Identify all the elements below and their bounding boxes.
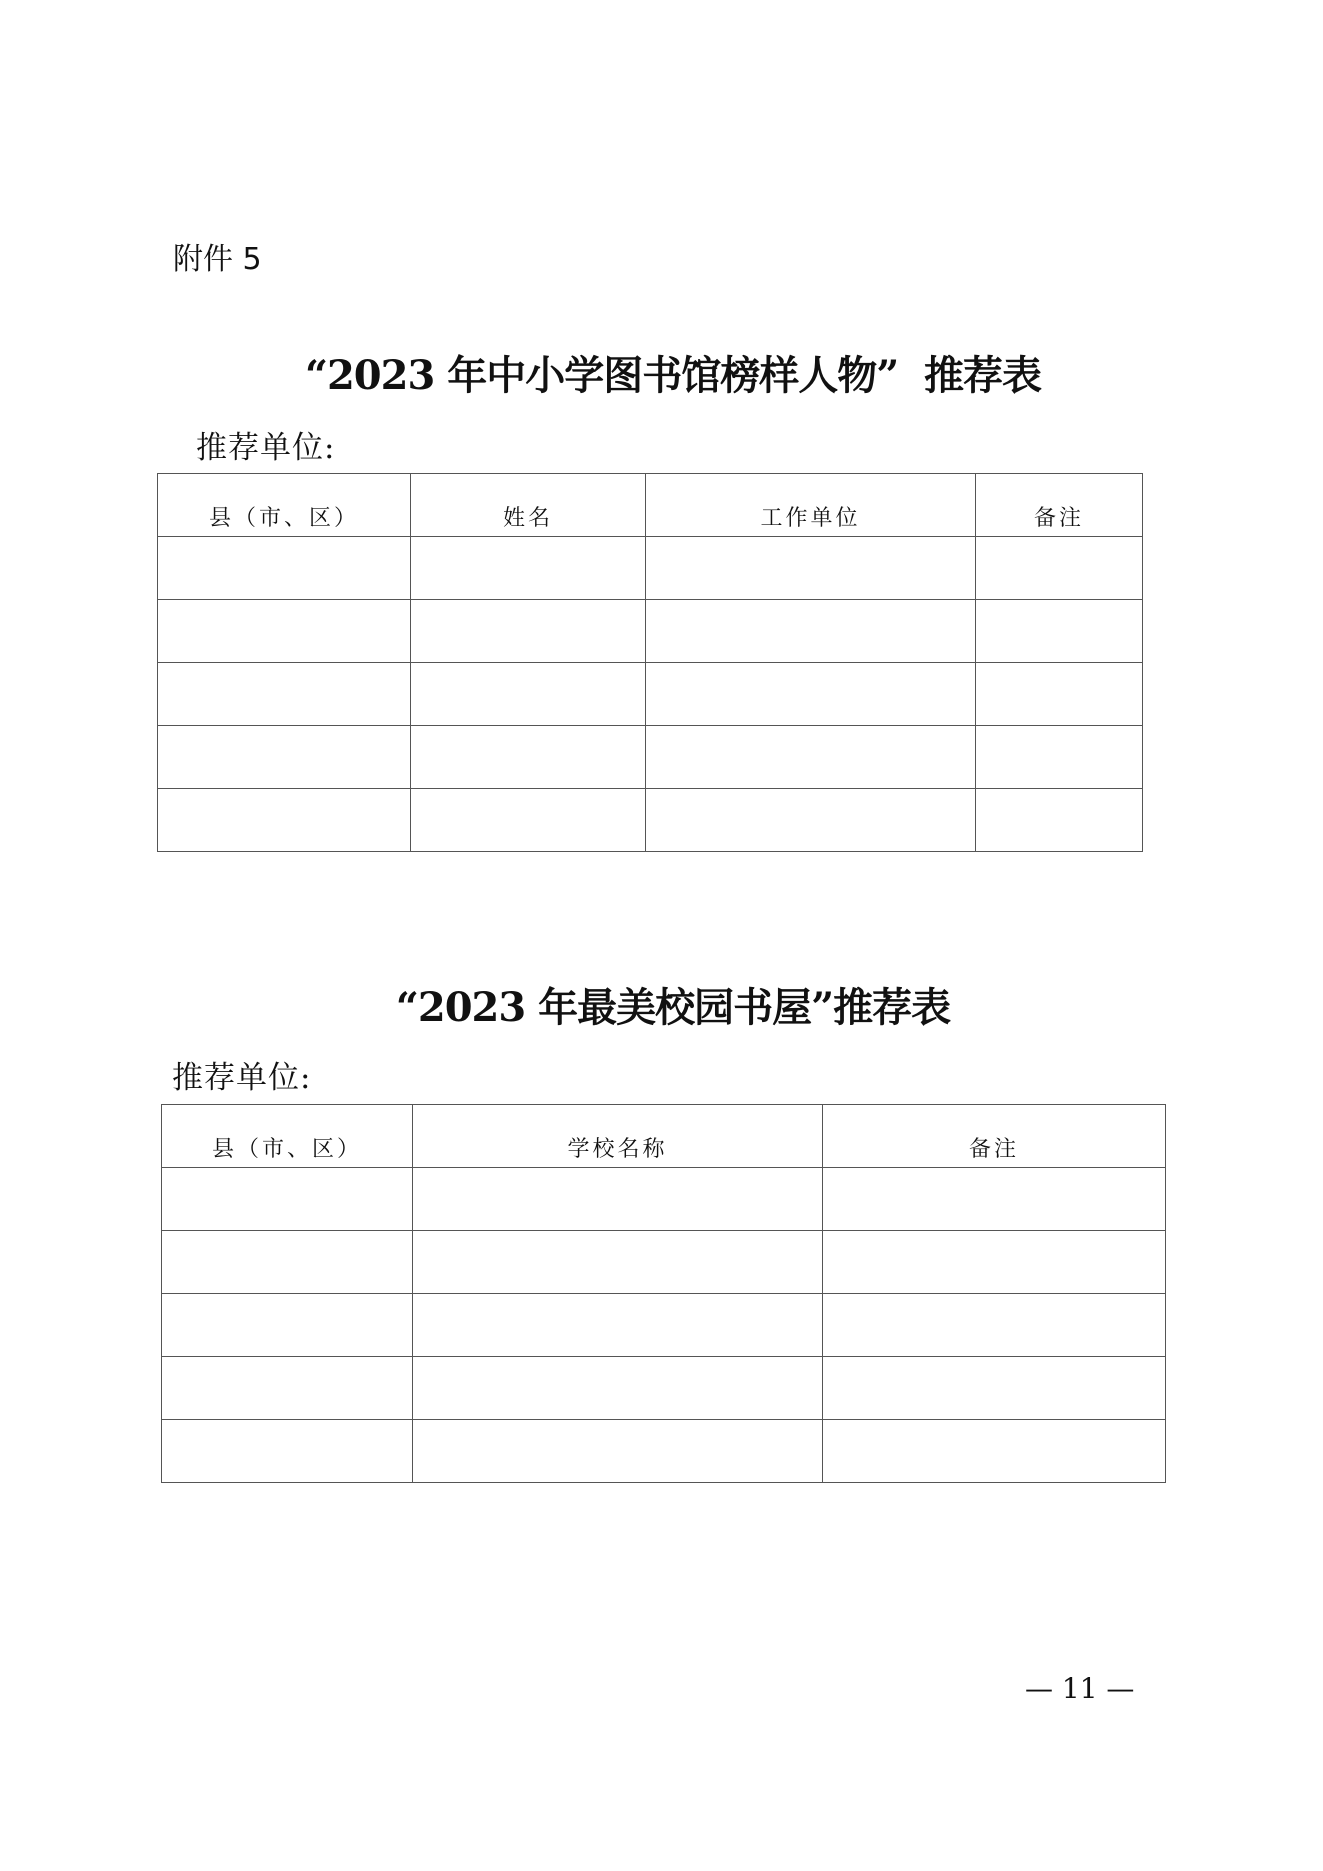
cell-county[interactable] (162, 1294, 413, 1357)
recommending-unit-label: 推荐单位: (172, 1060, 312, 1096)
cell-county[interactable] (158, 600, 411, 663)
table-row (162, 1357, 1166, 1420)
cell-county[interactable] (158, 789, 411, 852)
cell-work-unit[interactable] (646, 600, 976, 663)
cell-county[interactable] (158, 663, 411, 726)
cell-remarks[interactable] (976, 600, 1143, 663)
cell-county[interactable] (162, 1168, 413, 1231)
column-header-remarks: 备注 (823, 1105, 1166, 1168)
cell-work-unit[interactable] (646, 726, 976, 789)
cell-remarks[interactable] (976, 726, 1143, 789)
table-row (158, 789, 1143, 852)
cell-name[interactable] (411, 600, 646, 663)
cell-school-name[interactable] (413, 1168, 823, 1231)
table-row (162, 1168, 1166, 1231)
cell-work-unit[interactable] (646, 537, 976, 600)
cell-remarks[interactable] (976, 663, 1143, 726)
recommending-unit-label: 推荐单位: (196, 430, 336, 466)
table-row (158, 600, 1143, 663)
table-row (162, 1294, 1166, 1357)
cell-remarks[interactable] (823, 1420, 1166, 1483)
cell-name[interactable] (411, 726, 646, 789)
cell-remarks[interactable] (976, 537, 1143, 600)
cell-work-unit[interactable] (646, 789, 976, 852)
cell-county[interactable] (162, 1357, 413, 1420)
column-header-work-unit: 工作单位 (646, 474, 976, 537)
cell-remarks[interactable] (823, 1231, 1166, 1294)
page-number: — 11 — (1025, 1672, 1135, 1705)
table-header-row (158, 474, 1143, 537)
cell-county[interactable] (158, 537, 411, 600)
column-header-name: 姓名 (411, 474, 646, 537)
column-header-county: 县（市、区） (158, 474, 411, 537)
table-header-row (162, 1105, 1166, 1168)
cell-name[interactable] (411, 789, 646, 852)
cell-school-name[interactable] (413, 1294, 823, 1357)
column-header-remarks: 备注 (976, 474, 1143, 537)
cell-remarks[interactable] (976, 789, 1143, 852)
table-row (162, 1420, 1166, 1483)
cell-remarks[interactable] (823, 1294, 1166, 1357)
role-models-recommendation-table (157, 473, 1143, 852)
cell-remarks[interactable] (823, 1168, 1166, 1231)
campus-bookhouse-recommendation-table (161, 1104, 1166, 1483)
cell-county[interactable] (158, 726, 411, 789)
cell-county[interactable] (162, 1231, 413, 1294)
cell-school-name[interactable] (413, 1420, 823, 1483)
cell-county[interactable] (162, 1420, 413, 1483)
table-row (158, 537, 1143, 600)
table-row (158, 663, 1143, 726)
table-row (162, 1231, 1166, 1294)
cell-work-unit[interactable] (646, 663, 976, 726)
cell-name[interactable] (411, 663, 646, 726)
form-title-campus-bookhouse: “2023 年最美校园书屋”推荐表 (395, 984, 951, 1031)
cell-school-name[interactable] (413, 1357, 823, 1420)
cell-school-name[interactable] (413, 1231, 823, 1294)
attachment-label: 附件 5 (173, 242, 262, 277)
form-title-library-role-models: “2023 年中小学图书馆榜样人物” 推荐表 (304, 352, 1042, 399)
column-header-county: 县（市、区） (162, 1105, 413, 1168)
cell-remarks[interactable] (823, 1357, 1166, 1420)
column-header-school-name: 学校名称 (413, 1105, 823, 1168)
cell-name[interactable] (411, 537, 646, 600)
table-row (158, 726, 1143, 789)
